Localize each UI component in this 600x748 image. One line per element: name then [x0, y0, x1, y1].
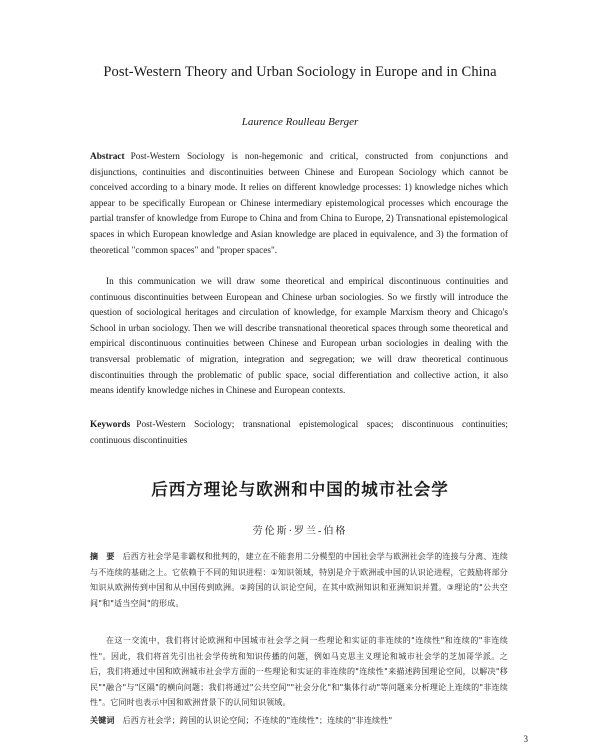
author-chinese: 劳伦斯·罗兰-伯格	[252, 526, 348, 537]
abstract-english	[90, 150, 508, 259]
keywords-text-chinese: 后西方社会学；跨国的认识论空间；不连续的"连续性"；连续的"非连续性"	[122, 716, 393, 725]
abstract-label: Abstract	[90, 152, 125, 162]
abstract-chinese	[90, 549, 508, 611]
title-chinese: 后西方理论与欧洲和中国的城市社会学	[151, 480, 449, 499]
page-number: 3	[523, 734, 528, 744]
body-paragraph-english: In this communication we will draw some theoretical and empirical discontinuous continuities and continuous discontinuities between European and Chinese urban sociologies. So we firstly will introduce the question of sociological heritages and circulation of knowledge, for example Marxism theory and Chicago's School in urban sociology. Then we will describe transnational theoretical spaces through some theoretical and empirical discontinuous continuities between Chinese and European urban sociologies in dealing with the transversal problematic of migration, integration and segregation; we will draw theoretical continuous discontinuities through the problematic of public space, social differentiation and collective action, it also means identify knowledge niches in Chinese and European contexts.	[90, 277, 508, 397]
author-english: Laurence Roulleau Berger	[241, 116, 359, 128]
keywords-label: Keywords	[90, 420, 131, 430]
body-paragraph-chinese: 在这一交流中，我们将讨论欧洲和中国城市社会学之间一些理论和实证的非连续的"连续性"和连续的"非连续性"。因此，我们将首先引出社会学传统和知识传播的问题，例如马克思主义理论和城市社会学的芝加哥学派。之后，我们将通过中国和欧洲城市社会学方面的一些理论和实证的非连续的"连续性"来描述跨国理论空间，以解决"移民""融合"与"区隔"的横向问题；我们将通过"公共空间""社会分化"和"集体行动"等问题来分析理论上连续的"非连续性"。它同时也表示中国和欧洲背景下的认同知识领域。	[90, 636, 508, 708]
keywords-english	[90, 418, 508, 449]
abstract-text: Post-Western Sociology is non-hegemonic and critical, constructed from conjunctions and disjunctions, continuities and discontinuities between Chinese and European Sociology which cannot be conceived according to a binary mode. It relies on different knowledge processes: 1) knowledge niches which appear to be specifically European or Chinese intermediary epistemological processes which encourage the partial transfer of knowledge from Europe to China and from China to Europe, 2) Transnational epistemological spaces in which European knowledge and Asian knowledge are placed in equivalence, and 3) the formation of theoretical "common spaces" and "proper spaces".	[90, 152, 508, 256]
keywords-label-chinese: 关键词	[90, 716, 115, 725]
abstract-text-chinese: 后西方社会学是非霸权和批判的，建立在不能套用二分模型的中国社会学与欧洲社会学的连接与分离、连续与不连续的基础之上。它依赖于不同的知识进程：①知识领域，特别是介于欧洲或中国的认识论进程，它鼓励将部分知识从欧洲传到中国和从中国传到欧洲。②跨国的认识论空间，在其中欧洲知识和亚洲知识并置。③理论的"公共空间"和"适当空间"的形成。	[90, 552, 509, 608]
abstract-label-chinese: 摘 要	[90, 552, 115, 561]
keywords-chinese	[90, 713, 508, 729]
title-english: Post-Western Theory and Urban Sociology in Europe and in China	[103, 64, 497, 80]
keywords-text: Post-Western Sociology; transnational epistemological spaces; discontinuous continuities; continuous discontinuities	[90, 420, 508, 446]
